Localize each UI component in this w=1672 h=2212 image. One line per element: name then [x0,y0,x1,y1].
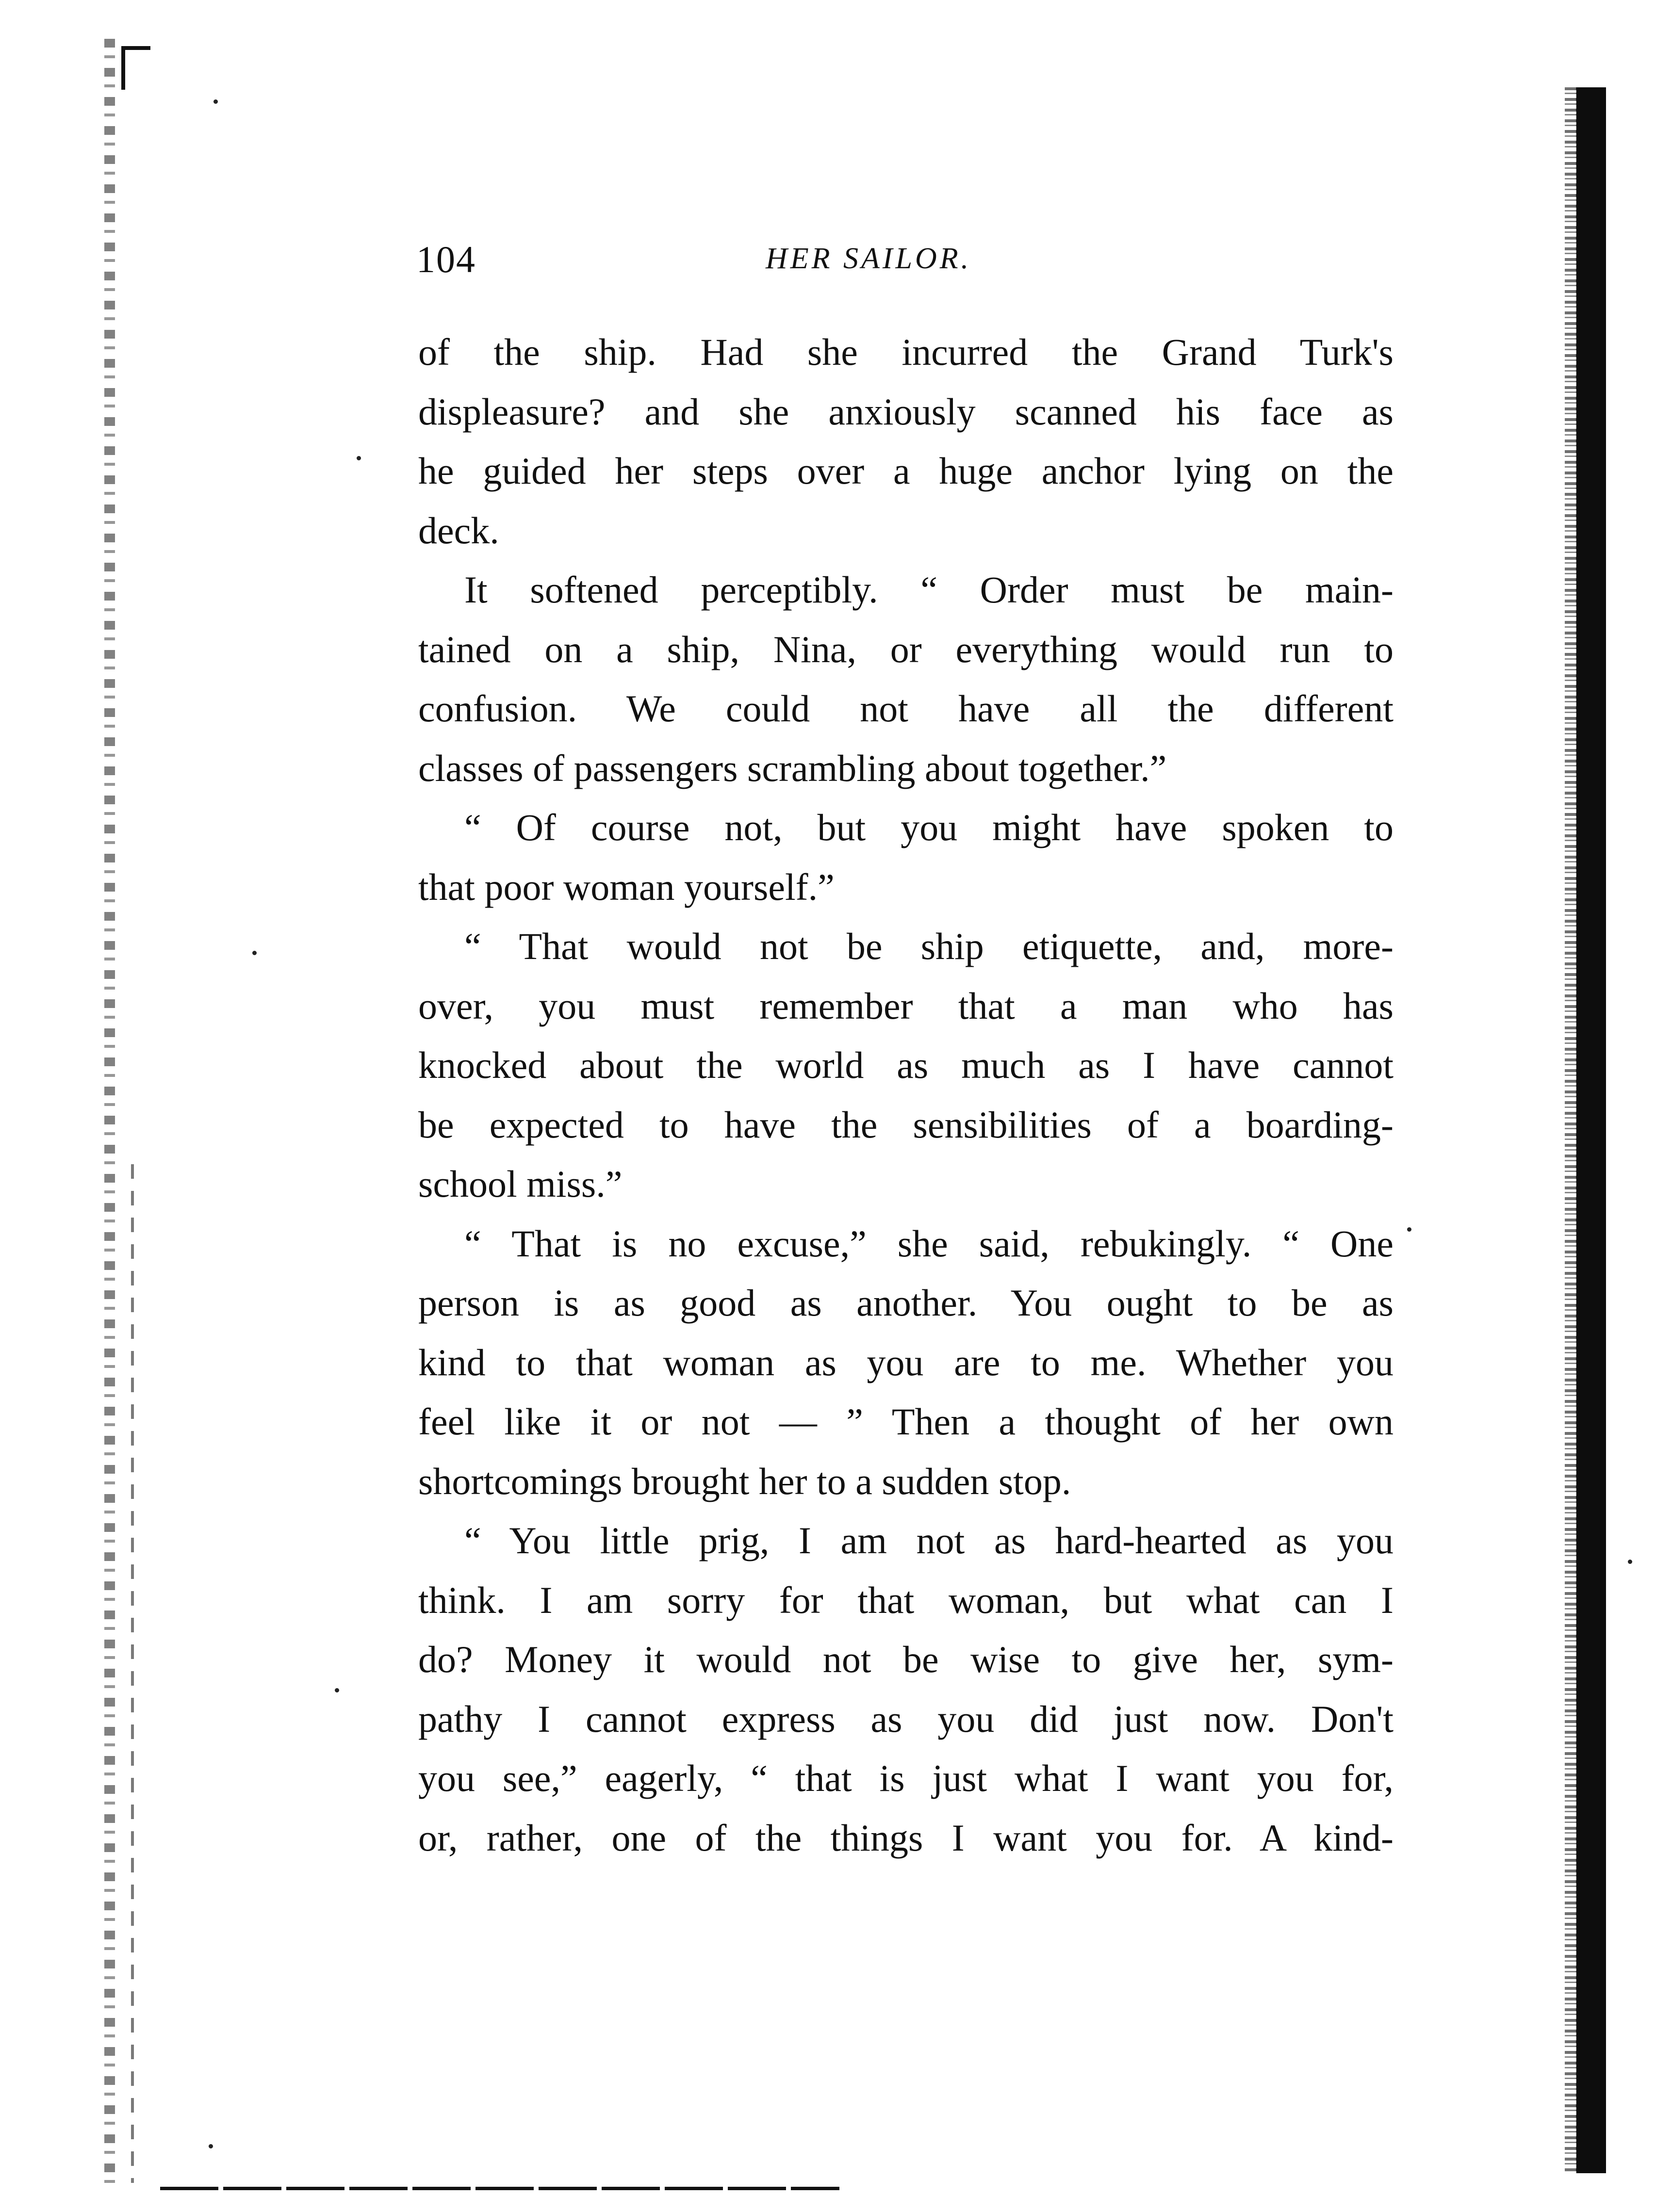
text-line: knocked about the world as much as I have cannot [418,1044,1393,1086]
text-line: “ That would not be ship etiquette, and, more- [464,925,1393,967]
text-line: tained on a ship, Nina, or everything would run to [418,628,1393,670]
page-number: 104 [416,238,476,280]
text-line: person is as good as another. You ought to be as [418,1282,1393,1324]
running-title: HER SAILOR. [766,242,972,275]
scan-corner-mark-vertical [121,46,125,90]
scan-speck [209,2144,213,2148]
text-line: kind to that woman as you are to me. Whether you [418,1341,1393,1383]
text-line: you see,” eagerly, “ that is just what I want you for, [418,1757,1393,1799]
text-line: be expected to have the sensibilities of a boarding- [418,1103,1393,1146]
text-line: “ You little prig, I am not as hard-hearted as you [464,1519,1393,1561]
scan-speck [1628,1560,1632,1564]
text-line: of the ship. Had she incurred the Grand Turk's [418,331,1393,373]
text-line: that poor woman yourself.” [418,865,835,908]
scan-edge-right-fray [1565,87,1576,2173]
text-line: over, you must remember that a man who has [418,984,1393,1027]
text-line: school miss.” [418,1163,623,1205]
scan-speck [1407,1227,1411,1232]
text-line: It softened perceptibly. “ Order must be main- [464,569,1393,611]
text-line: feel like it or not — ” Then a thought of her own [418,1400,1393,1443]
scan-speck [252,951,257,955]
text-line: pathy I cannot express as you did just now. Don't [418,1697,1393,1740]
scan-speck [213,99,218,104]
text-line: “ Of course not, but you might have spoken to [464,806,1393,848]
text-line: or, rather, one of the things I want you for. A kind- [418,1816,1393,1859]
scan-bottom-rule [160,2187,839,2190]
text-line: deck. [418,509,499,552]
scan-speck [357,456,361,460]
running-head [416,238,1057,291]
text-line: think. I am sorry for that woman, but what can I [418,1578,1393,1621]
scan-speck [335,1688,339,1692]
scan-corner-mark [121,46,150,50]
text-line: do? Money it would not be wise to give her, sym- [418,1638,1393,1680]
text-line: classes of passengers scrambling about together.” [418,747,1167,789]
scan-edge-left [104,39,115,2183]
text-line: he guided her steps over a huge anchor lying on the [418,450,1393,492]
text-line: displeasure? and she anxiously scanned his face as [418,390,1393,433]
text-line: confusion. We could not have all the different [418,687,1393,730]
scan-edge-right [1576,87,1606,2173]
text-line: “ That is no excuse,” she said, rebukingly. “ One [464,1222,1393,1265]
scan-edge-left-inner [131,1164,134,2183]
text-line: shortcomings brought her to a sudden stop. [418,1460,1071,1502]
body-text [418,323,1393,1868]
